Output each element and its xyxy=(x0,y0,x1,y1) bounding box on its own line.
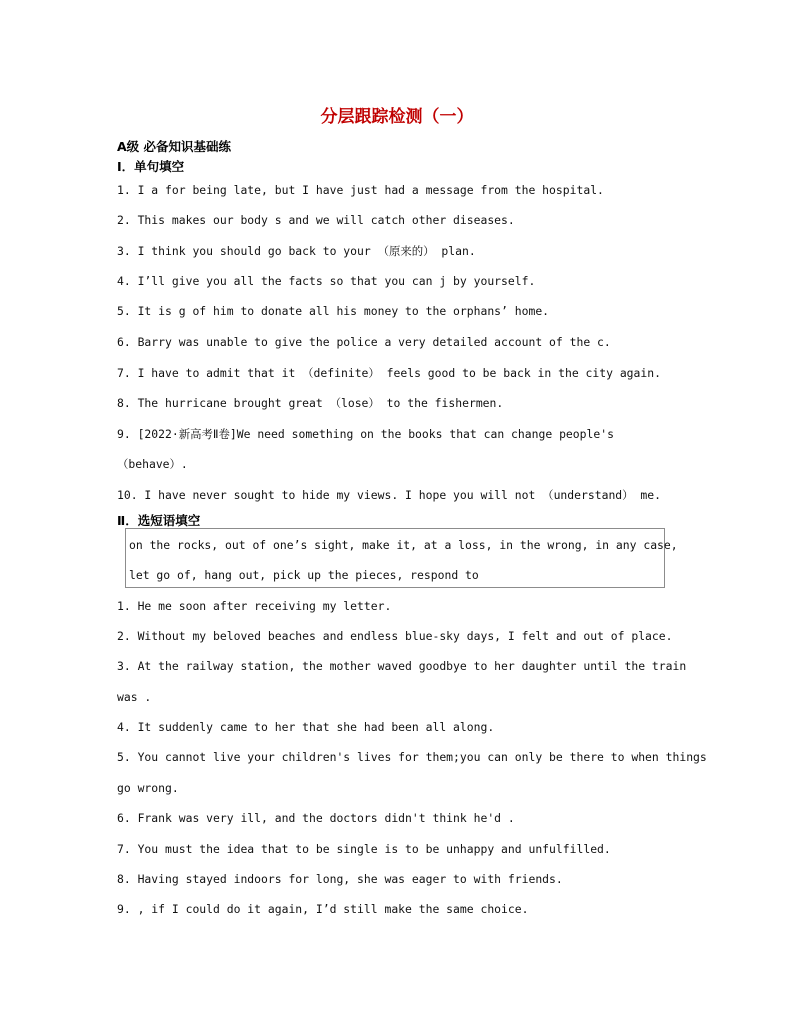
question-line xyxy=(117,750,707,764)
question-text: I’ll give you all the facts so that you can j by yourself. xyxy=(130,274,536,288)
question-number: 6. xyxy=(117,811,131,825)
question-text: It is g of him to donate all his money to the orphans’ home. xyxy=(130,304,550,318)
question-line xyxy=(117,690,697,704)
question-number: 7. xyxy=(117,842,131,856)
question-line xyxy=(117,720,697,734)
question-text: Without my beloved beaches and endless blue-sky days, I felt and out of place. xyxy=(130,629,673,643)
level-heading: A级 必备知识基础练 xyxy=(117,139,232,154)
question-line xyxy=(117,902,697,916)
question-number: 7. xyxy=(117,366,131,380)
question-line xyxy=(117,599,697,613)
question-line xyxy=(117,456,697,472)
question-text: I think you should go back to your （原来的） plan. xyxy=(130,244,476,258)
question-text: The hurricane brought great （lose） to the fishermen. xyxy=(130,396,504,410)
question-text: Barry was unable to give the police a very detailed account of the c. xyxy=(130,335,611,349)
section1-heading: Ⅰ．单句填空 xyxy=(117,159,185,174)
question-number: 5. xyxy=(117,304,131,318)
question-number: 3. xyxy=(117,244,131,258)
question-number: 10. xyxy=(117,488,138,502)
phrase-bank-line: let go of, hang out, pick up the pieces, respond to xyxy=(129,568,479,582)
question-text: Frank was very ill, and the doctors didn't think he'd . xyxy=(130,811,515,825)
question-line xyxy=(117,811,697,825)
question-line xyxy=(117,629,697,643)
section2-heading: Ⅱ．选短语填空 xyxy=(117,513,201,528)
question-number: 3. xyxy=(117,659,131,673)
question-text: You cannot live your children's lives for them;you can only be there to when things xyxy=(130,750,707,764)
question-text: At the railway station, the mother waved goodbye to her daughter until the train xyxy=(130,659,687,673)
question-text: You must the idea that to be single is to be unhappy and unfulfilled. xyxy=(130,842,611,856)
question-text: , if I could do it again, I’d still make the same choice. xyxy=(130,902,529,916)
question-line xyxy=(117,365,697,381)
question-text: I have to admit that it （definite） feels good to be back in the city again. xyxy=(130,366,661,380)
question-text: go wrong. xyxy=(117,781,179,795)
question-text: I have never sought to hide my views. I hope you will not （understand） me. xyxy=(137,488,661,502)
question-line xyxy=(117,842,697,856)
phrase-bank-box xyxy=(125,528,678,588)
question-number: 5. xyxy=(117,750,131,764)
question-line xyxy=(117,659,697,673)
question-text: （behave）. xyxy=(117,457,188,471)
question-line xyxy=(117,426,697,442)
question-line xyxy=(117,487,697,503)
question-text: This makes our body s and we will catch other diseases. xyxy=(130,213,515,227)
question-line xyxy=(117,213,697,227)
question-number: 4. xyxy=(117,720,131,734)
question-number: 6. xyxy=(117,335,131,349)
question-number: 1. xyxy=(117,183,131,197)
question-text: He me soon after receiving my letter. xyxy=(130,599,392,613)
question-number: 8. xyxy=(117,872,131,886)
question-line xyxy=(117,872,697,886)
page-title: 分层跟踪检测（一） xyxy=(320,107,474,127)
question-text: Having stayed indoors for long, she was eager to with friends. xyxy=(130,872,563,886)
question-line xyxy=(117,304,697,318)
question-line xyxy=(117,395,697,411)
question-number: 8. xyxy=(117,396,131,410)
question-text: [2022·新高考Ⅱ卷]We need something on the books that can change people's xyxy=(130,427,614,441)
question-number: 2. xyxy=(117,629,131,643)
question-line xyxy=(117,781,697,795)
question-line xyxy=(117,183,697,197)
question-line xyxy=(117,243,697,259)
question-number: 2. xyxy=(117,213,131,227)
question-text: It suddenly came to her that she had been all along. xyxy=(130,720,495,734)
question-text: I a for being late, but I have just had a message from the hospital. xyxy=(130,183,604,197)
phrase-bank-line: on the rocks, out of one’s sight, make it, at a loss, in the wrong, in any case, xyxy=(129,538,678,552)
question-number: 1. xyxy=(117,599,131,613)
question-text: was . xyxy=(117,690,152,704)
question-line xyxy=(117,274,697,288)
question-line xyxy=(117,335,697,349)
question-number: 4. xyxy=(117,274,131,288)
question-number: 9. xyxy=(117,902,131,916)
question-number: 9. xyxy=(117,427,131,441)
